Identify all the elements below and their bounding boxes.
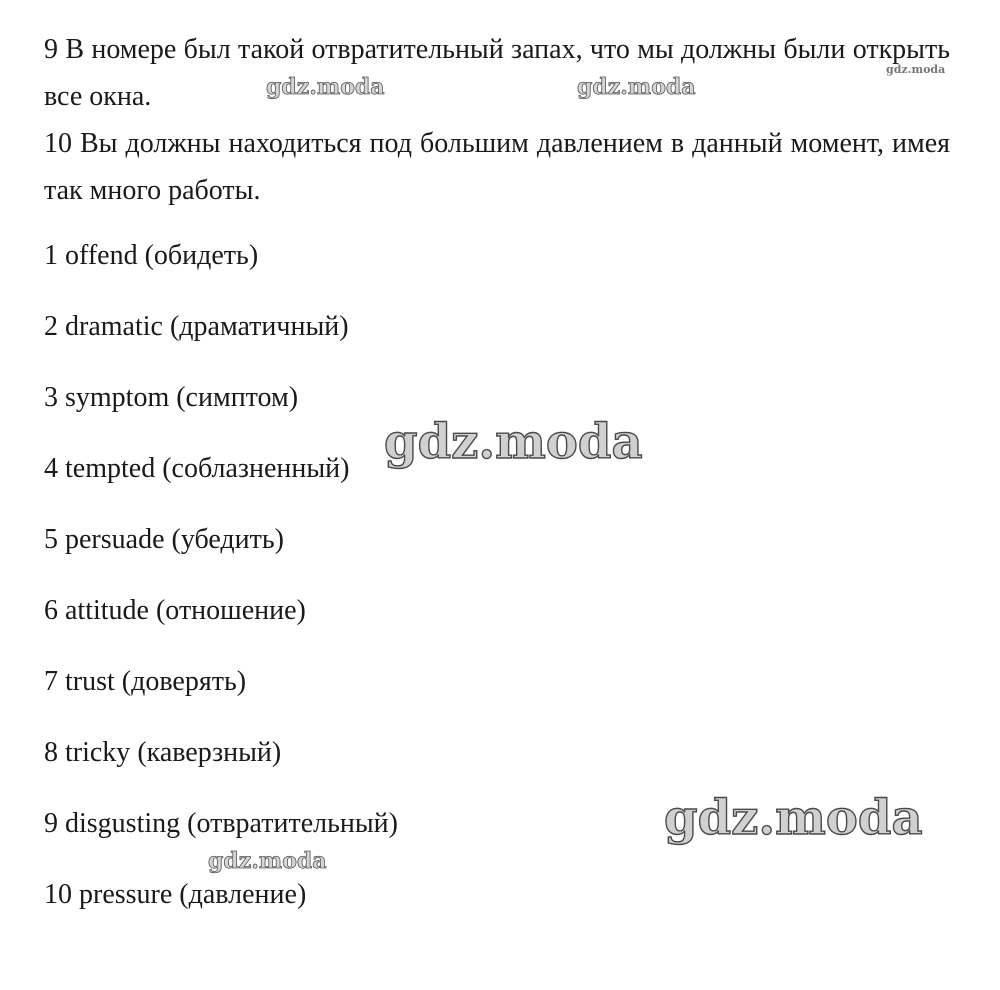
watermark: gdz.moda: [664, 790, 923, 846]
sentence-9: [44, 26, 950, 120]
vocab-word: persuade: [65, 524, 165, 555]
vocab-item: 1 offend (обидеть): [44, 240, 259, 271]
sentence-text: Вы должны находиться под большим давлением в данный момент, имея так много работы.: [44, 128, 950, 206]
vocab-translation: (соблазненный): [162, 453, 350, 484]
vocab-word: disgusting: [65, 808, 181, 839]
watermark: gdz.moda: [384, 414, 643, 470]
sentence-number: 10: [44, 128, 72, 159]
vocab-translation: (доверять): [121, 666, 247, 697]
sentence-text: В номере был такой отвратительный запах, что мы должны были открыть все окна.: [44, 34, 950, 112]
vocab-translation: (убедить): [171, 524, 284, 555]
vocab-word: attitude: [65, 595, 149, 626]
vocab-word: trust: [65, 666, 115, 697]
vocab-item: 7 trust (доверять): [44, 666, 247, 697]
vocab-word: dramatic: [65, 311, 163, 342]
sentence-number: 9: [44, 34, 58, 65]
vocab-translation: (обидеть): [144, 240, 259, 271]
vocab-word: offend: [65, 240, 138, 271]
vocab-item: 3 symptom (симптом): [44, 382, 299, 413]
vocab-item: 2 dramatic (драматичный): [44, 311, 349, 342]
vocab-translation: (давление): [179, 879, 307, 910]
vocab-translation: (драматичный): [169, 311, 349, 342]
vocab-translation: (симптом): [176, 382, 299, 413]
vocab-word: pressure: [79, 879, 173, 910]
vocab-translation: (каверзный): [137, 737, 282, 768]
vocabulary-list: [44, 236, 950, 946]
vocab-item: 8 tricky (каверзный): [44, 737, 282, 768]
sentence-10: [44, 120, 950, 214]
vocab-translation: (отношение): [155, 595, 306, 626]
document-body: [44, 26, 950, 946]
vocab-word: symptom: [65, 382, 170, 413]
vocab-item: 4 tempted (соблазненный): [44, 453, 350, 484]
vocab-translation: (отвратительный): [187, 808, 398, 839]
vocab-word: tempted: [65, 453, 156, 484]
watermark: gdz.moda: [208, 848, 327, 874]
vocab-item: 10 pressure (давление): [44, 879, 307, 910]
vocab-item: 6 attitude (отношение): [44, 595, 306, 626]
watermark: gdz.moda: [577, 74, 696, 100]
vocab-item: 5 persuade (убедить): [44, 524, 284, 555]
vocab-item: 9 disgusting (отвратительный): [44, 808, 398, 839]
vocab-word: tricky: [65, 737, 131, 768]
watermark: gdz.moda: [886, 63, 946, 76]
watermark: gdz.moda: [266, 74, 385, 100]
